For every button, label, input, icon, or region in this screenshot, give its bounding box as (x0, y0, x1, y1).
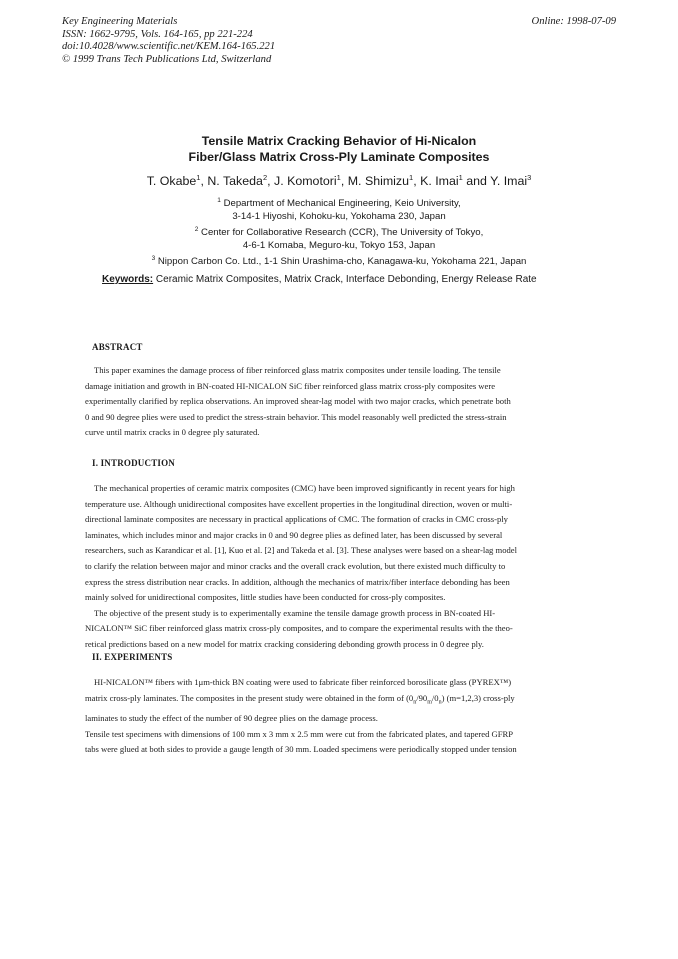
subscript-m: m (427, 699, 432, 706)
text-line: researchers, such as Karandicar et al. [1], Kuo et al. [2] and Takeda et al. [3]. These analyses were based on a shear-lag model (85, 545, 517, 556)
text-line: The objective of the present study is to experimentally examine the tensile damage growth process in BN-coated HI- (94, 607, 496, 618)
issn-line: ISSN: 1662-9795, Vols. 164-165, pp 221-224 (62, 28, 253, 40)
keywords-label: Keywords: (102, 274, 154, 285)
copyright-line: © 1999 Trans Tech Publications Ltd, Switzerland (62, 53, 272, 65)
text-line: express the stress distribution near cracks. In addition, although the mechanics of matrix/fiber interface debonding has been (85, 576, 510, 587)
paper-title (0, 134, 678, 165)
text-line: 0 and 90 degree plies were used to predict the stress-strain behavior. This model reasonably well predicted the stress-strain (85, 411, 507, 422)
text-line: temperature use. Although unidirectional composites have excellent properties in the longitudinal direction, woven or multi- (85, 498, 513, 509)
title-line-2: Fiber/Glass Matrix Cross-Ply Laminate Composites (188, 149, 490, 164)
introduction-heading: I. INTRODUCTION (92, 458, 176, 468)
author-separator: , (200, 174, 208, 189)
text-line: to clarify the relation between major and minor cracks and the overall crack evolution, but there existed much difficulty to (85, 560, 506, 571)
experiments-body (85, 675, 559, 758)
text-line: The mechanical properties of ceramic matrix composites (CMC) have been improved significantly in recent years for high (94, 483, 515, 493)
experiments-heading: II. EXPERIMENTS (92, 652, 173, 662)
affiliation-2 (0, 224, 678, 252)
author-affiliation-mark: 1 (458, 173, 463, 182)
text-line: laminates to study the effect of the number of 90 degree plies on the damage process. (85, 712, 378, 723)
introduction-body (85, 481, 559, 653)
text-line: tabs were glued at both sides to provide a gauge length of 30 mm. Loaded specimens were periodically stopped under tension (85, 744, 517, 755)
affiliation-3 (0, 253, 678, 269)
author-name: J. Komotori (274, 174, 337, 189)
text-line: curve until matrix cracks in 0 degree ply saturated. (85, 427, 260, 438)
text-line: NICALON™ SiC fiber reinforced glass matrix cross-ply composites, and to compare the experimental results with the theo- (85, 623, 513, 634)
keywords-text: Ceramic Matrix Composites, Matrix Crack, Interface Debonding, Energy Release Rate (155, 274, 537, 285)
journal-name: Key Engineering Materials (62, 16, 178, 27)
author-name: N. Takeda (207, 174, 263, 189)
author-separator: , (340, 174, 348, 189)
author-affiliation-mark: 2 (262, 173, 268, 182)
doi-link[interactable]: doi:10.4028/www.scientific.net/KEM.164-165.221 (62, 41, 276, 53)
journal-header (62, 16, 275, 66)
keywords (102, 274, 537, 285)
text-fragment: matrix cross-ply laminates. The composites in the present study were obtained in the form of (0 (85, 692, 414, 703)
text-line: mainly solved for unidirectional composites, little studies have been conducted for cross-ply composites. (85, 592, 446, 603)
author-name: M. Shimizu (347, 174, 410, 189)
author-name: T. Okabe (146, 174, 197, 189)
affiliation-address: 4-6-1 Komaba, Meguro-ku, Tokyo 153, Japan (242, 239, 436, 251)
subscript-n: n (413, 699, 417, 706)
author-separator: and (462, 174, 491, 189)
affiliation-line: Center for Collaborative Research (CCR), The University of Tokyo, (201, 227, 484, 239)
affiliation-number: 2 (194, 226, 199, 233)
text-line: directional laminate composites are necessary in practical applications of CMC. The formation of cracks in CMC cross-ply (85, 514, 508, 525)
text-line: experimentally clarified by replica observations. An improved shear-lag model with two major cracks, which penetrate both (85, 396, 511, 407)
text-line: This paper examines the damage process of fiber reinforced glass matrix composites under tensile loading. The tensile (94, 365, 501, 375)
author-name: K. Imai (420, 174, 459, 189)
author-affiliation-mark: 3 (527, 173, 532, 182)
text-fragment: ) (m=1,2,3) cross-ply (441, 692, 515, 703)
author-affiliation-mark: 1 (336, 173, 341, 182)
text-line: HI-NICALON™ fibers with 1μm-thick BN coating were used to fabricate fiber reinforced borosilicate glass (PYREX™) (94, 677, 512, 687)
affiliation-line: Department of Mechanical Engineering, Keio University, (223, 198, 461, 210)
text-line: retical predictions based on a new model for matrix cracking considering debonding growth process in 0 degree ply. (85, 638, 484, 649)
abstract-body (85, 363, 559, 441)
affiliation-number: 1 (217, 197, 221, 204)
author-list (0, 173, 678, 188)
text-fragment: /90 (416, 692, 428, 703)
author-name: Y. Imai (490, 174, 528, 189)
online-date: Online: 1998-07-09 (531, 16, 616, 27)
affiliation-address: 3-14-1 Hiyoshi, Kohoku-ku, Yokohama 230, Japan (232, 210, 446, 222)
affiliation-line: Nippon Carbon Co. Ltd., 1-1 Shin Urashima-cho, Kanagawa-ku, Yokohama 221, Japan (157, 256, 527, 268)
text-line: damage initiation and growth in BN-coated HI-NICALON SiC fiber reinforced glass matrix cross-ply composites were (85, 380, 496, 391)
text-line: matrix cross-ply laminates. The composites in the present study were obtained in the form of $(0_n/90_m/0_n)$ (m=1,2,3) cross-ply (85, 692, 515, 706)
author-affiliation-mark: 1 (196, 173, 201, 182)
affiliation-1 (0, 195, 678, 223)
author-affiliation-mark: 1 (409, 173, 414, 182)
title-line-1: Tensile Matrix Cracking Behavior of Hi-Nicalon (201, 134, 477, 148)
text-line: Tensile test specimens with dimensions of 100 mm x 3 mm x 2.5 mm were cut from the fabricated plates, and tapered GFRP (85, 728, 514, 739)
author-separator: , (267, 174, 274, 189)
author-separator: , (413, 174, 421, 189)
affiliation-number: 3 (151, 255, 156, 262)
text-line: laminates, which includes minor and major cracks in 0 and 90 degree plies as defined later, has been discussed by several (85, 529, 503, 540)
subscript-n: n (438, 699, 442, 706)
abstract-heading: ABSTRACT (92, 342, 143, 352)
